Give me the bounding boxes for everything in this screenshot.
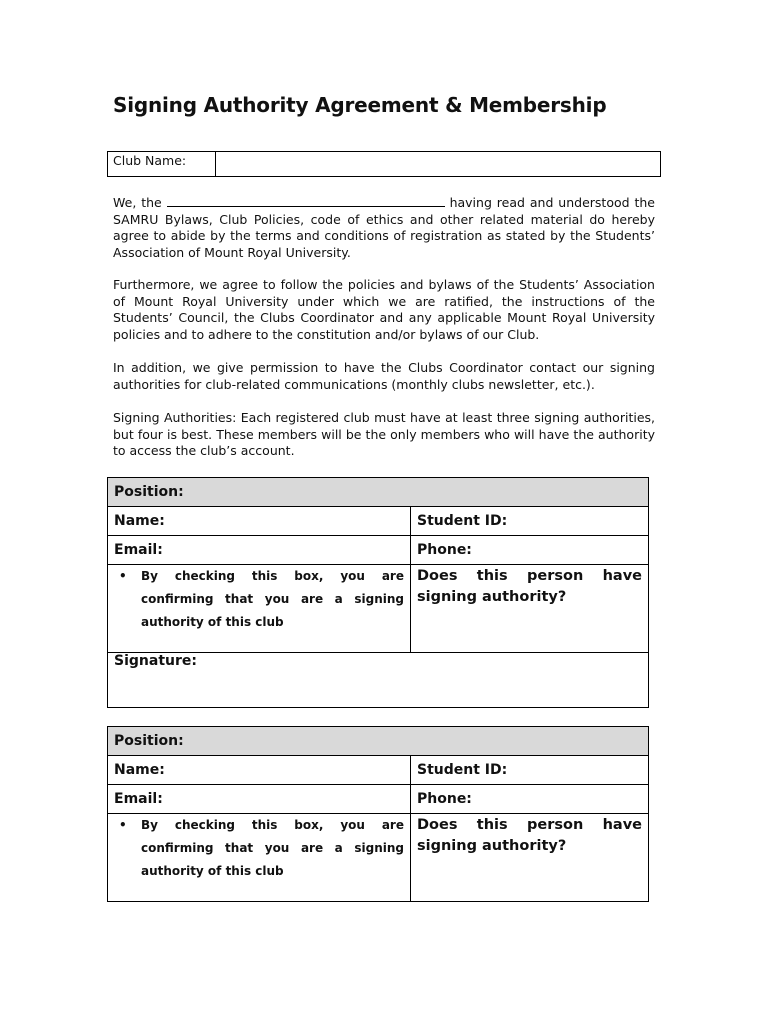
signing-authority-checkbox-cell[interactable] [108,814,411,902]
club-name-label: Club Name: [108,152,216,176]
email-field[interactable]: Email: [108,536,411,565]
club-name-table [107,151,661,177]
bullet-icon: • [119,569,127,583]
checkbox-text: By checking this box, you are confirming that you are a signing authority of this club [141,818,404,878]
signing-authority-checkbox-cell[interactable] [108,565,411,653]
signing-authority-table-2 [107,726,649,902]
email-field[interactable]: Email: [108,785,411,814]
signing-authorities-paragraph: Signing Authorities: Each registered club must have at least three signing authorities, but four is best. These members will be the only members who will have the authority to access the club’s account. [113,410,655,458]
signing-authority-question-cell[interactable] [411,814,649,902]
position-field[interactable]: Position: [108,478,649,507]
signing-authority-question-cell[interactable] [411,565,649,653]
club-name-blank-line[interactable] [167,194,445,207]
para1-rest: having read and understood the SAMRU Bylaws, Club Policies, code of ethics and other related material do hereby agree to abide by the terms and conditions of registration as stated by the Students’ Association of Mount Royal University. [113,195,655,260]
student-id-field[interactable]: Student ID: [411,507,649,536]
phone-field[interactable]: Phone: [411,536,649,565]
club-name-field[interactable] [216,152,660,176]
position-field[interactable]: Position: [108,727,649,756]
bullet-icon: • [119,818,127,832]
checkbox-text: By checking this box, you are confirming that you are a signing authority of this club [141,569,404,629]
name-field[interactable]: Name: [108,507,411,536]
signing-authority-question: Does this person have signing authority? [417,817,642,854]
agreement-paragraph [113,194,655,261]
policies-paragraph: Furthermore, we agree to follow the policies and bylaws of the Students’ Association of Mount Royal University under which we are ratified, the instructions of the Students’ Council, the Clubs Coordinator and any applicable Mount Royal University policies and to adhere to the constitution and/or bylaws of our Club. [113,277,655,342]
phone-field[interactable]: Phone: [411,785,649,814]
signing-authority-table-1 [107,477,649,708]
name-field[interactable]: Name: [108,756,411,785]
para1-lead: We, the [113,195,162,210]
signing-authority-question: Does this person have signing authority? [417,568,642,605]
student-id-field[interactable]: Student ID: [411,756,649,785]
page-title: Signing Authority Agreement & Membership [113,93,607,117]
signature-field[interactable]: Signature: [108,653,649,708]
permission-paragraph: In addition, we give permission to have the Clubs Coordinator contact our signing authorities for club-related communications (monthly clubs newsletter, etc.). [113,360,655,392]
